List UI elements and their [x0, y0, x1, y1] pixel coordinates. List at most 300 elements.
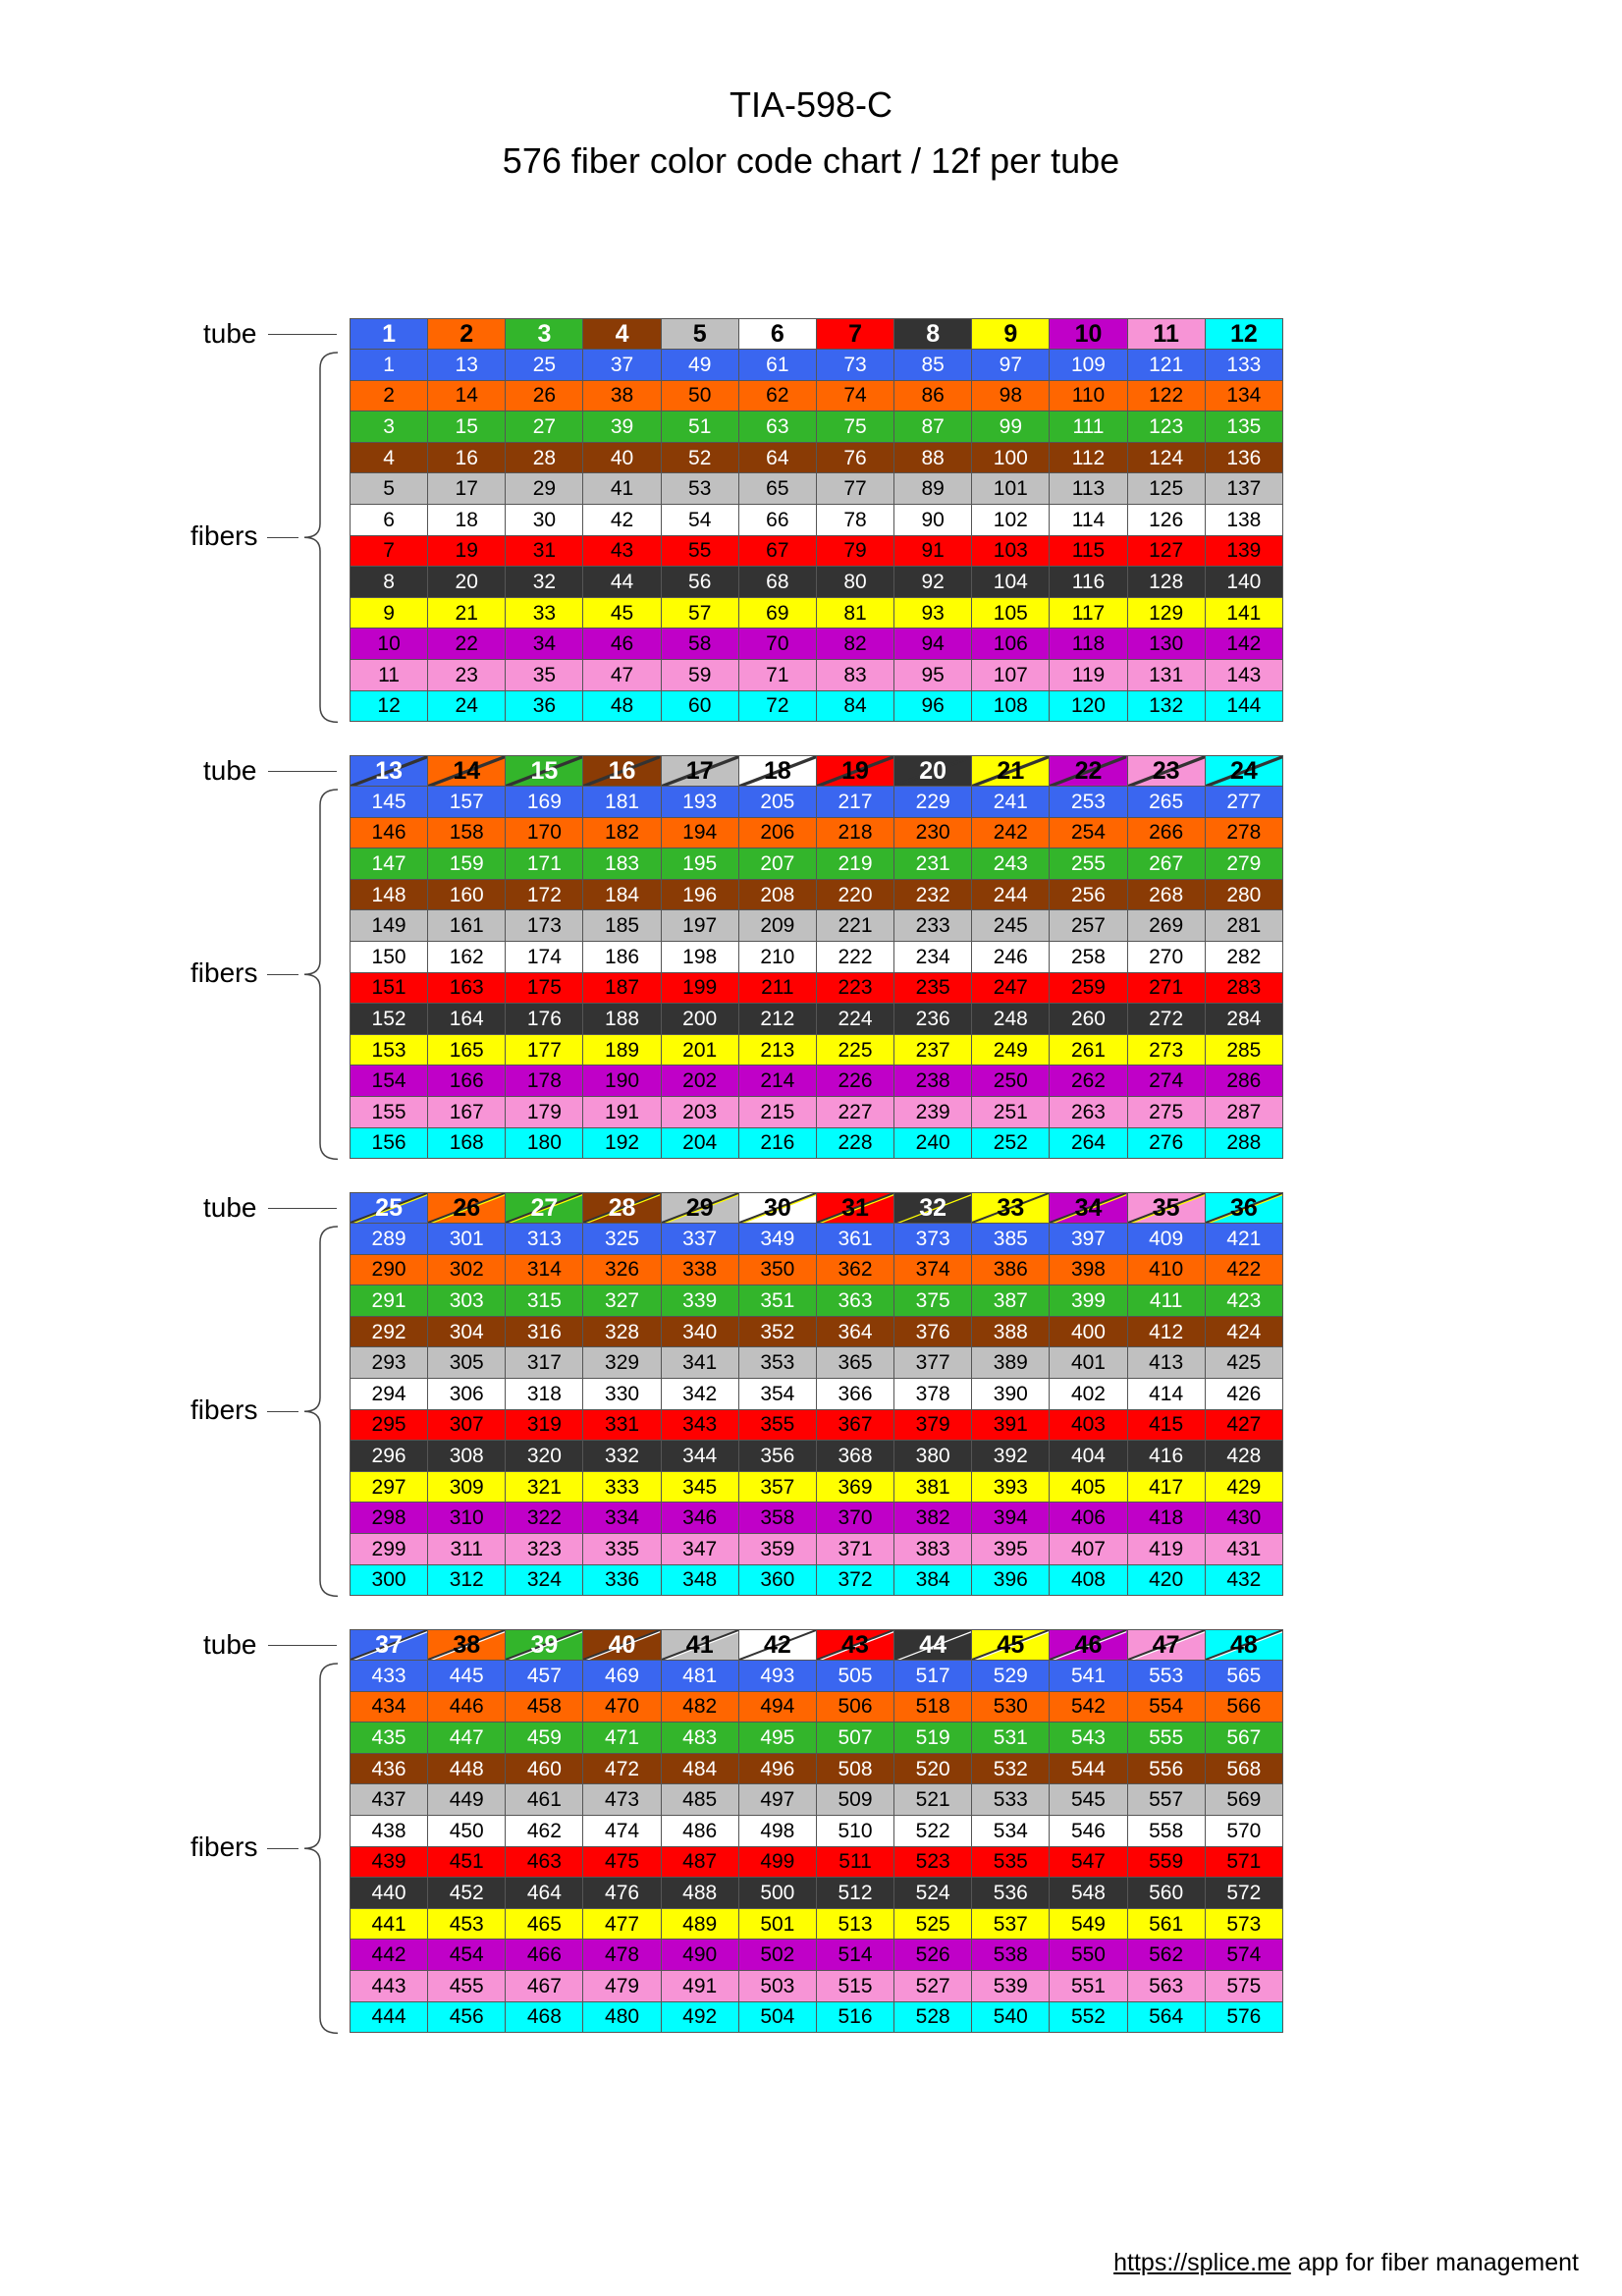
chart-subtitle: 576 fiber color code chart / 12f per tube	[502, 140, 1120, 181]
fiber-cell: 268	[1127, 879, 1205, 910]
fiber-cell: 339	[661, 1285, 738, 1317]
fiber-cell: 254	[1050, 817, 1127, 848]
fiber-cell: 396	[972, 1564, 1050, 1596]
fiber-cell: 444	[351, 2001, 428, 2033]
tube-cell	[506, 1630, 583, 1661]
splice-link[interactable]: https://splice.me	[1113, 2249, 1291, 2276]
fiber-cell: 98	[972, 380, 1050, 411]
fiber-cell: 410	[1127, 1254, 1205, 1285]
fiber-cell: 191	[583, 1096, 661, 1127]
fiber-cell: 372	[816, 1564, 893, 1596]
fiber-cell: 446	[428, 1691, 506, 1722]
tube-cell	[816, 319, 893, 350]
fiber-row	[351, 972, 1283, 1004]
fiber-cell: 409	[1127, 1224, 1205, 1255]
fiber-cell: 308	[428, 1441, 506, 1472]
fiber-cell: 568	[1205, 1753, 1282, 1784]
fiber-cell: 183	[583, 848, 661, 880]
fiber-row	[351, 1564, 1283, 1596]
tube-number: 26	[453, 1193, 481, 1222]
fiber-cell: 50	[661, 380, 738, 411]
fiber-cell: 338	[661, 1254, 738, 1285]
fiber-row	[351, 1285, 1283, 1317]
tube-number: 23	[1152, 756, 1180, 785]
fiber-cell: 560	[1127, 1878, 1205, 1909]
footer-text: app for fiber management	[1297, 2249, 1579, 2276]
fiber-cell: 111	[1050, 411, 1127, 443]
curly-brace-icon	[300, 788, 340, 1161]
fiber-cell: 41	[583, 473, 661, 505]
fiber-cell: 259	[1050, 972, 1127, 1004]
fiber-cell: 38	[583, 380, 661, 411]
fiber-cell: 9	[351, 597, 428, 629]
tube-cell	[1205, 1193, 1282, 1224]
fiber-cell: 320	[506, 1441, 583, 1472]
tube-label: tube	[203, 755, 257, 786]
fiber-cell: 270	[1127, 941, 1205, 972]
fiber-cell: 28	[506, 442, 583, 473]
tube-cell	[661, 319, 738, 350]
fiber-cell: 518	[894, 1691, 972, 1722]
fiber-cell: 474	[583, 1815, 661, 1846]
fiber-cell: 135	[1205, 411, 1282, 443]
fiber-cell: 48	[583, 690, 661, 722]
fiber-cell: 326	[583, 1254, 661, 1285]
fiber-cell: 555	[1127, 1722, 1205, 1754]
fiber-cell: 374	[894, 1254, 972, 1285]
tube-number: 46	[1074, 1630, 1103, 1659]
fiber-cell: 15	[428, 411, 506, 443]
fiber-cell: 529	[972, 1661, 1050, 1692]
fiber-cell: 342	[661, 1378, 738, 1409]
fiber-cell: 247	[972, 972, 1050, 1004]
fiber-cell: 330	[583, 1378, 661, 1409]
fiber-cell: 75	[816, 411, 893, 443]
fiber-cell: 29	[506, 473, 583, 505]
fiber-cell: 485	[661, 1784, 738, 1816]
fiber-cell: 192	[583, 1127, 661, 1159]
fiber-cell: 392	[972, 1441, 1050, 1472]
fiber-cell: 511	[816, 1846, 893, 1878]
fiber-cell: 205	[738, 787, 816, 818]
fiber-cell: 125	[1127, 473, 1205, 505]
tube-leader-line	[268, 334, 337, 335]
fiber-cell: 242	[972, 817, 1050, 848]
fiber-cell: 445	[428, 1661, 506, 1692]
tube-number: 19	[841, 756, 869, 785]
fiber-cell: 42	[583, 504, 661, 535]
brace-path	[304, 353, 338, 722]
fiber-cell: 462	[506, 1815, 583, 1846]
fiber-cell: 421	[1205, 1224, 1282, 1255]
fiber-cell: 517	[894, 1661, 972, 1692]
fiber-cell: 309	[428, 1471, 506, 1503]
fiber-cell: 195	[661, 848, 738, 880]
curly-brace-icon	[300, 1662, 340, 2035]
fiber-cell: 203	[661, 1096, 738, 1127]
fiber-cell: 389	[972, 1347, 1050, 1379]
fiber-cell: 353	[738, 1347, 816, 1379]
tube-number: 39	[530, 1630, 559, 1659]
fiber-cell: 553	[1127, 1661, 1205, 1692]
fiber-cell: 52	[661, 442, 738, 473]
tube-cell	[972, 319, 1050, 350]
fiber-cell: 266	[1127, 817, 1205, 848]
fiber-cell: 556	[1127, 1753, 1205, 1784]
fiber-cell: 156	[351, 1127, 428, 1159]
fiber-row	[351, 787, 1283, 818]
fiber-cell: 395	[972, 1533, 1050, 1564]
tube-cell	[1050, 319, 1127, 350]
tube-cell	[1127, 1630, 1205, 1661]
fiber-cell: 473	[583, 1784, 661, 1816]
fiber-cell: 331	[583, 1409, 661, 1441]
fiber-cell: 264	[1050, 1127, 1127, 1159]
fiber-cell: 314	[506, 1254, 583, 1285]
fiber-cell: 548	[1050, 1878, 1127, 1909]
fiber-cell: 57	[661, 597, 738, 629]
fiber-cell: 340	[661, 1316, 738, 1347]
tube-number: 20	[919, 756, 947, 785]
fiber-cell: 103	[972, 535, 1050, 567]
fiber-cell: 345	[661, 1471, 738, 1503]
fiber-cell: 510	[816, 1815, 893, 1846]
fiber-cell: 404	[1050, 1441, 1127, 1472]
fiber-cell: 441	[351, 1908, 428, 1940]
fiber-cell: 546	[1050, 1815, 1127, 1846]
fiber-cell: 68	[738, 567, 816, 598]
tube-cell	[428, 1193, 506, 1224]
fiber-cell: 256	[1050, 879, 1127, 910]
fiber-cell: 122	[1127, 380, 1205, 411]
fiber-row	[351, 1316, 1283, 1347]
brace-path	[304, 1664, 338, 2033]
fiber-cell: 164	[428, 1004, 506, 1035]
fiber-row	[351, 941, 1283, 972]
tube-number: 17	[685, 756, 714, 785]
fiber-cell: 317	[506, 1347, 583, 1379]
fiber-cell: 538	[972, 1940, 1050, 1971]
fiber-cell: 13	[428, 350, 506, 381]
fiber-cell: 288	[1205, 1127, 1282, 1159]
tube-cell	[894, 1193, 972, 1224]
fiber-cell: 297	[351, 1471, 428, 1503]
fiber-cell: 278	[1205, 817, 1282, 848]
fiber-cell: 230	[894, 817, 972, 848]
fiber-row	[351, 442, 1283, 473]
fiber-cell: 252	[972, 1127, 1050, 1159]
fibers-leader-line	[267, 537, 298, 538]
fiber-cell: 209	[738, 910, 816, 942]
fiber-cell: 133	[1205, 350, 1282, 381]
fiber-cell: 234	[894, 941, 972, 972]
tube-cell	[738, 319, 816, 350]
fiber-cell: 260	[1050, 1004, 1127, 1035]
fiber-cell: 379	[894, 1409, 972, 1441]
fibers-leader-line	[267, 974, 298, 975]
tube-leader-line	[268, 1645, 337, 1646]
fiber-cell: 73	[816, 350, 893, 381]
tube-number: 25	[375, 1193, 403, 1222]
fiber-cell: 428	[1205, 1441, 1282, 1472]
fiber-cell: 233	[894, 910, 972, 942]
tube-cell	[506, 319, 583, 350]
fiber-cell: 455	[428, 1970, 506, 2001]
fiber-cell: 414	[1127, 1378, 1205, 1409]
fiber-cell: 23	[428, 659, 506, 690]
tube-number: 45	[997, 1630, 1025, 1659]
fiber-cell: 100	[972, 442, 1050, 473]
fiber-cell: 19	[428, 535, 506, 567]
fiber-cell: 149	[351, 910, 428, 942]
fiber-cell: 478	[583, 1940, 661, 1971]
tube-leader-line	[268, 771, 337, 772]
fiber-cell: 506	[816, 1691, 893, 1722]
fiber-cell: 355	[738, 1409, 816, 1441]
fiber-cell: 196	[661, 879, 738, 910]
fiber-cell: 176	[506, 1004, 583, 1035]
fiber-cell: 285	[1205, 1034, 1282, 1066]
fiber-cell: 459	[506, 1722, 583, 1754]
tube-cell	[738, 756, 816, 787]
fiber-cell: 533	[972, 1784, 1050, 1816]
fiber-cell: 545	[1050, 1784, 1127, 1816]
fiber-cell: 206	[738, 817, 816, 848]
fiber-cell: 458	[506, 1691, 583, 1722]
fiber-cell: 199	[661, 972, 738, 1004]
brace-path	[304, 790, 338, 1159]
fiber-cell: 557	[1127, 1784, 1205, 1816]
fiber-cell: 486	[661, 1815, 738, 1846]
fiber-cell: 540	[972, 2001, 1050, 2033]
fibers-label: fibers	[190, 1394, 258, 1426]
fiber-cell: 49	[661, 350, 738, 381]
fiber-cell: 11	[351, 659, 428, 690]
tube-cell	[816, 756, 893, 787]
tube-number: 12	[1229, 319, 1258, 348]
fiber-cell: 361	[816, 1224, 893, 1255]
fiber-cell: 558	[1127, 1815, 1205, 1846]
fiber-cell: 321	[506, 1471, 583, 1503]
tube-number: 42	[763, 1630, 791, 1659]
fiber-cell: 35	[506, 659, 583, 690]
fiber-cell: 513	[816, 1908, 893, 1940]
fiber-cell: 514	[816, 1940, 893, 1971]
fiber-cell: 391	[972, 1409, 1050, 1441]
fiber-cell: 43	[583, 535, 661, 567]
fiber-cell: 313	[506, 1224, 583, 1255]
fiber-cell: 325	[583, 1224, 661, 1255]
fiber-cell: 472	[583, 1753, 661, 1784]
fiber-cell: 402	[1050, 1378, 1127, 1409]
tube-cell	[506, 756, 583, 787]
fiber-cell: 70	[738, 629, 816, 660]
fiber-row	[351, 1878, 1283, 1909]
tube-number: 27	[530, 1193, 559, 1222]
fiber-cell: 457	[506, 1661, 583, 1692]
fiber-cell: 64	[738, 442, 816, 473]
fiber-cell: 249	[972, 1034, 1050, 1066]
fiber-cell: 143	[1205, 659, 1282, 690]
fiber-cell: 471	[583, 1722, 661, 1754]
fiber-cell: 329	[583, 1347, 661, 1379]
tube-number: 10	[1074, 319, 1103, 348]
fiber-cell: 337	[661, 1224, 738, 1255]
fiber-cell: 279	[1205, 848, 1282, 880]
fiber-cell: 222	[816, 941, 893, 972]
tube-number: 1	[382, 319, 397, 348]
fiber-cell: 109	[1050, 350, 1127, 381]
fiber-cell: 77	[816, 473, 893, 505]
fiber-row	[351, 690, 1283, 722]
fiber-cell: 426	[1205, 1378, 1282, 1409]
fiber-cell: 32	[506, 567, 583, 598]
fiber-cell: 451	[428, 1846, 506, 1878]
fiber-cell: 482	[661, 1691, 738, 1722]
fiber-cell: 95	[894, 659, 972, 690]
fibers-leader-line	[267, 1411, 298, 1412]
fiber-cell: 397	[1050, 1224, 1127, 1255]
fiber-cell: 388	[972, 1316, 1050, 1347]
fiber-cell: 169	[506, 787, 583, 818]
fiber-cell: 159	[428, 848, 506, 880]
fiber-cell: 273	[1127, 1034, 1205, 1066]
fiber-row	[351, 597, 1283, 629]
fibers-leader-line	[267, 1848, 298, 1849]
fiber-cell: 427	[1205, 1409, 1282, 1441]
fiber-cell: 502	[738, 1940, 816, 1971]
fiber-cell: 390	[972, 1378, 1050, 1409]
fiber-cell: 250	[972, 1066, 1050, 1097]
fiber-row	[351, 848, 1283, 880]
tube-row	[351, 1630, 1283, 1661]
fiber-cell: 323	[506, 1533, 583, 1564]
tube-number: 22	[1074, 756, 1103, 785]
fiber-cell: 55	[661, 535, 738, 567]
fiber-cell: 549	[1050, 1908, 1127, 1940]
fiber-cell: 170	[506, 817, 583, 848]
tube-cell	[661, 1193, 738, 1224]
tube-number: 43	[841, 1630, 869, 1659]
fiber-cell: 262	[1050, 1066, 1127, 1097]
fiber-cell: 10	[351, 629, 428, 660]
fiber-cell: 236	[894, 1004, 972, 1035]
fiber-cell: 526	[894, 1940, 972, 1971]
tube-number: 14	[453, 756, 481, 785]
fiber-cell: 497	[738, 1784, 816, 1816]
fiber-row	[351, 1908, 1283, 1940]
fiber-cell: 543	[1050, 1722, 1127, 1754]
fiber-cell: 40	[583, 442, 661, 473]
fiber-cell: 140	[1205, 567, 1282, 598]
fiber-cell: 101	[972, 473, 1050, 505]
fiber-cell: 453	[428, 1908, 506, 1940]
fiber-cell: 210	[738, 941, 816, 972]
fiber-cell: 318	[506, 1378, 583, 1409]
fiber-cell: 343	[661, 1409, 738, 1441]
fiber-cell: 344	[661, 1441, 738, 1472]
fiber-cell: 62	[738, 380, 816, 411]
fibers-label: fibers	[190, 520, 258, 552]
tube-row	[351, 1193, 1283, 1224]
fiber-cell: 521	[894, 1784, 972, 1816]
fiber-cell: 413	[1127, 1347, 1205, 1379]
fiber-row	[351, 411, 1283, 443]
fiber-cell: 5	[351, 473, 428, 505]
fiber-cell: 36	[506, 690, 583, 722]
fiber-cell: 400	[1050, 1316, 1127, 1347]
fiber-cell: 405	[1050, 1471, 1127, 1503]
fiber-cell: 296	[351, 1441, 428, 1472]
fiber-cell: 151	[351, 972, 428, 1004]
fiber-cell: 306	[428, 1378, 506, 1409]
fiber-cell: 246	[972, 941, 1050, 972]
fiber-cell: 534	[972, 1815, 1050, 1846]
tube-cell	[816, 1630, 893, 1661]
fiber-cell: 3	[351, 411, 428, 443]
fiber-cell: 415	[1127, 1409, 1205, 1441]
fiber-cell: 501	[738, 1908, 816, 1940]
fiber-cell: 287	[1205, 1096, 1282, 1127]
fiber-cell: 384	[894, 1564, 972, 1596]
fiber-cell: 499	[738, 1846, 816, 1878]
fiber-cell: 2	[351, 380, 428, 411]
fiber-cell: 348	[661, 1564, 738, 1596]
tube-cell	[1205, 1630, 1282, 1661]
fiber-cell: 99	[972, 411, 1050, 443]
fiber-cell: 66	[738, 504, 816, 535]
fiber-cell: 44	[583, 567, 661, 598]
fiber-group-table	[350, 1629, 1283, 2033]
fiber-cell: 16	[428, 442, 506, 473]
fiber-cell: 161	[428, 910, 506, 942]
fiber-cell: 90	[894, 504, 972, 535]
fiber-cell: 115	[1050, 535, 1127, 567]
fiber-cell: 253	[1050, 787, 1127, 818]
fiber-cell: 84	[816, 690, 893, 722]
tube-cell	[738, 1630, 816, 1661]
fiber-cell: 255	[1050, 848, 1127, 880]
fiber-cell: 188	[583, 1004, 661, 1035]
fiber-cell: 116	[1050, 567, 1127, 598]
fiber-cell: 228	[816, 1127, 893, 1159]
fiber-cell: 304	[428, 1316, 506, 1347]
fiber-cell: 570	[1205, 1815, 1282, 1846]
fiber-row	[351, 1034, 1283, 1066]
tube-cell	[351, 756, 428, 787]
fiber-cell: 162	[428, 941, 506, 972]
tube-number: 28	[608, 1193, 636, 1222]
fiber-cell: 334	[583, 1503, 661, 1534]
fiber-cell: 440	[351, 1878, 428, 1909]
fiber-cell: 435	[351, 1722, 428, 1754]
fiber-cell: 476	[583, 1878, 661, 1909]
fiber-cell: 172	[506, 879, 583, 910]
tube-cell	[506, 1193, 583, 1224]
tube-number: 24	[1229, 756, 1258, 785]
fiber-cell: 539	[972, 1970, 1050, 2001]
fiber-cell: 336	[583, 1564, 661, 1596]
fibers-label: fibers	[190, 1831, 258, 1863]
fiber-cell: 248	[972, 1004, 1050, 1035]
fiber-cell: 217	[816, 787, 893, 818]
fiber-cell: 541	[1050, 1661, 1127, 1692]
fiber-group-table	[350, 318, 1283, 722]
fiber-cell: 504	[738, 2001, 816, 2033]
fiber-cell: 197	[661, 910, 738, 942]
tube-number: 15	[530, 756, 559, 785]
fiber-cell: 490	[661, 1940, 738, 1971]
